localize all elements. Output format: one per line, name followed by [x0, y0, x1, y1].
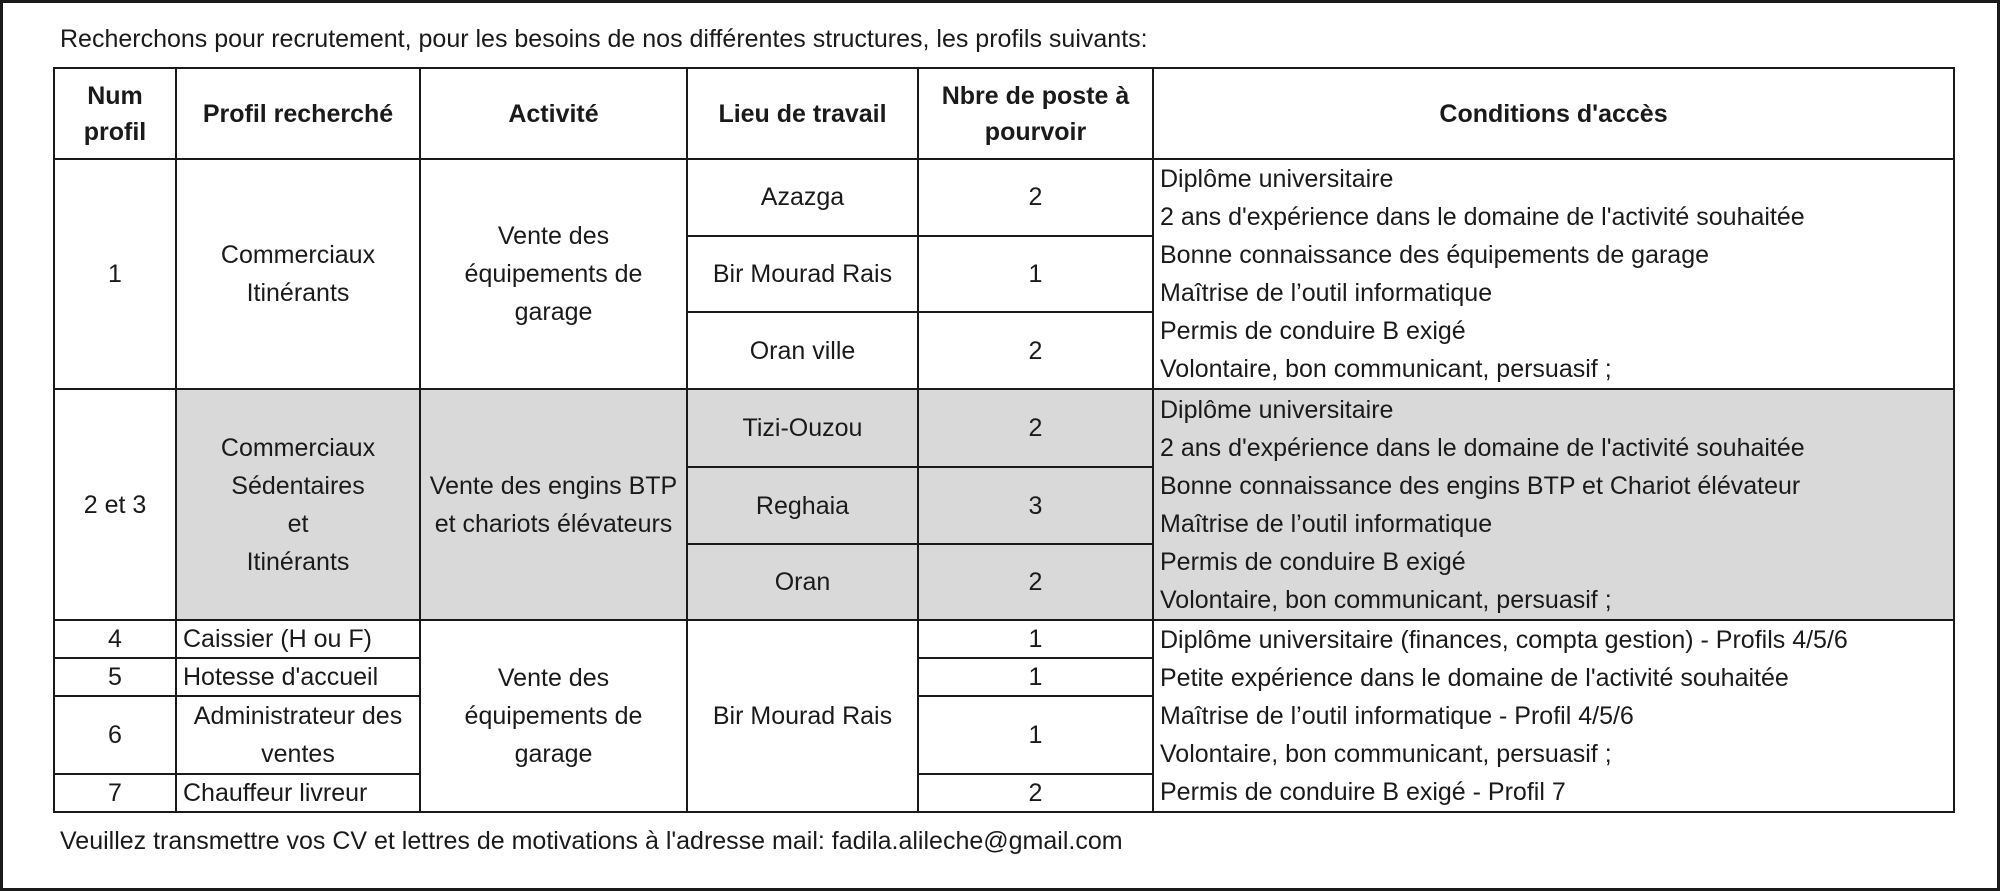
header-conditions: Conditions d'accès: [1153, 68, 1954, 159]
activite-line: Vente des: [497, 222, 610, 250]
profil-line: Itinérants: [246, 547, 350, 576]
lieu-cell: Bir Mourad Rais: [687, 236, 918, 313]
postes-cell: 2: [918, 544, 1153, 620]
profil-cell: Chauffeur livreur: [176, 774, 420, 812]
num-cell: 7: [54, 774, 176, 812]
lieu-cell: Oran ville: [687, 312, 918, 389]
activite-cell: [420, 389, 687, 620]
condition-line: Permis de conduire B exigé: [1160, 317, 1466, 345]
profil-cell: [176, 159, 420, 389]
profil-line: Sédentaires: [231, 471, 365, 500]
postes-cell: 2: [918, 389, 1153, 467]
header-profil: Profil recherché: [176, 68, 420, 159]
num-cell: 6: [54, 696, 176, 774]
num-cell: 2 et 3: [54, 389, 176, 620]
condition-line: Diplôme universitaire: [1160, 395, 1394, 424]
activite-line: équipements de: [464, 260, 643, 288]
num-cell: 1: [54, 159, 176, 389]
condition-line: Petite expérience dans le domaine de l'activité souhaitée: [1160, 664, 1789, 692]
header-postes-line1: Nbre de poste à: [941, 81, 1130, 110]
profil-line: Commerciaux: [220, 433, 376, 462]
condition-line: Volontaire, bon communicant, persuasif ;: [1160, 740, 1612, 768]
condition-line: Maîtrise de l’outil informatique: [1160, 509, 1493, 538]
header-row: [54, 68, 1954, 159]
activite-cell: [420, 159, 687, 389]
postes-cell: 1: [918, 236, 1153, 313]
table-row: [54, 159, 1954, 236]
postes-cell: 2: [918, 774, 1153, 812]
condition-line: Maîtrise de l’outil informatique: [1160, 279, 1493, 307]
header-num-line2: profil: [83, 117, 147, 146]
profil-line: Commerciaux: [220, 241, 376, 269]
condition-line: Diplôme universitaire (finances, compta gestion) - Profils 4/5/6: [1160, 626, 1848, 654]
num-cell: 5: [54, 658, 176, 696]
postes-cell: 1: [918, 658, 1153, 696]
condition-line: 2 ans d'expérience dans le domaine de l'activité souhaitée: [1160, 203, 1805, 231]
postes-cell: 1: [918, 620, 1153, 658]
table-row: [54, 620, 1954, 658]
conditions-cell: [1153, 620, 1954, 812]
condition-line: Volontaire, bon communicant, persuasif ;: [1160, 355, 1612, 383]
condition-line: 2 ans d'expérience dans le domaine de l'activité souhaitée: [1160, 433, 1805, 462]
header-postes: [918, 68, 1153, 159]
postes-cell: 2: [918, 312, 1153, 389]
intro-text: Recherchons pour recrutement, pour les besoins de nos différentes structures, les profils suivants:: [60, 25, 1148, 53]
profil-cell: Caissier (H ou F): [176, 620, 420, 658]
table-row: [54, 389, 1954, 467]
activite-line: Vente des engins BTP: [429, 471, 678, 500]
profil-line: Administrateur des: [193, 702, 403, 730]
lieu-cell: Bir Mourad Rais: [687, 620, 918, 812]
header-postes-line2: pourvoir: [984, 117, 1087, 146]
activite-line: garage: [514, 298, 593, 326]
condition-line: Volontaire, bon communicant, persuasif ;: [1160, 585, 1612, 614]
header-num-line1: Num: [87, 81, 143, 110]
profiles-table: [53, 67, 1955, 813]
condition-line: Bonne connaissance des équipements de garage: [1160, 241, 1710, 269]
activite-line: garage: [514, 740, 593, 768]
lieu-cell: Oran: [687, 544, 918, 620]
profil-cell: [176, 389, 420, 620]
profil-cell: [176, 696, 420, 774]
conditions-cell: [1153, 159, 1954, 389]
num-cell: 4: [54, 620, 176, 658]
profil-cell: Hotesse d'accueil: [176, 658, 420, 696]
header-num: [54, 68, 176, 159]
condition-line: Permis de conduire B exigé: [1160, 547, 1466, 576]
header-lieu: Lieu de travail: [687, 68, 918, 159]
postes-cell: 3: [918, 467, 1153, 544]
activite-line: Vente des: [497, 664, 610, 692]
condition-line: Permis de conduire B exigé - Profil 7: [1160, 778, 1566, 806]
postes-cell: 1: [918, 696, 1153, 774]
condition-line: Bonne connaissance des engins BTP et Chariot élévateur: [1160, 471, 1801, 500]
postes-cell: 2: [918, 159, 1153, 236]
header-activite: Activité: [420, 68, 687, 159]
activite-line: équipements de: [464, 702, 643, 730]
conditions-cell: [1153, 389, 1954, 620]
lieu-cell: Tizi-Ouzou: [687, 389, 918, 467]
profil-line: Itinérants: [246, 279, 350, 307]
condition-line: Diplôme universitaire: [1160, 165, 1394, 193]
lieu-cell: Reghaia: [687, 467, 918, 544]
lieu-cell: Azazga: [687, 159, 918, 236]
activite-line: et chariots élévateurs: [434, 509, 673, 538]
activite-cell: [420, 620, 687, 812]
profil-line: ventes: [261, 740, 335, 768]
condition-line: Maîtrise de l’outil informatique - Profil 4/5/6: [1160, 702, 1634, 730]
footer-contact-text: Veuillez transmettre vos CV et lettres de motivations à l'adresse mail: fadila.alileche@gmail.com: [60, 827, 1123, 855]
profil-line: et: [287, 509, 309, 538]
